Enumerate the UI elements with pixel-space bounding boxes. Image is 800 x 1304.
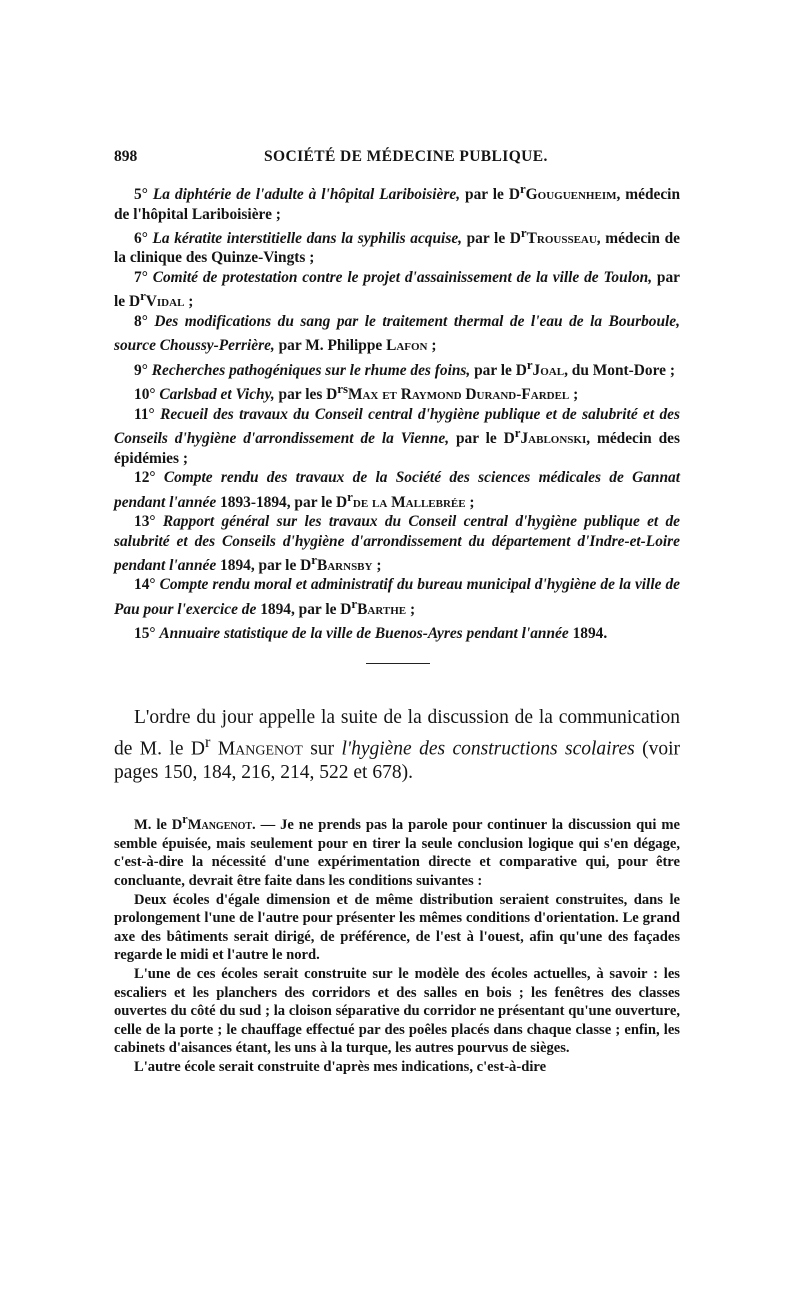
- running-head: SOCIÉTÉ DE MÉDECINE PUBLIQUE.: [264, 148, 548, 165]
- item-sup: r: [514, 426, 521, 441]
- item-title: Recherches pathogéniques sur le rhume des foins,: [151, 361, 471, 379]
- item-number: 5°: [134, 186, 148, 204]
- item-tail: , médecin de la clinique des Quinze-Vingts ;: [114, 230, 680, 267]
- item-tail: , du Mont-Dore ;: [564, 361, 675, 379]
- item-by: par le D: [460, 186, 520, 204]
- item-by: par les D: [274, 386, 338, 404]
- item-by: par le D: [449, 430, 515, 448]
- list-item: [114, 268, 680, 312]
- item-author: Jablonski: [520, 430, 587, 448]
- item-title: La kératite interstitielle dans la syphilis acquise,: [152, 230, 462, 248]
- item-sup: r: [347, 489, 353, 504]
- book-page: [114, 148, 680, 1077]
- list-item: [114, 468, 680, 512]
- item-title: La diphtérie de l'adulte à l'hôpital Lariboisière,: [152, 186, 461, 204]
- item-author: Joal: [532, 361, 565, 379]
- item-sup: r: [140, 289, 146, 304]
- list-item: [114, 312, 680, 356]
- paragraph: L'une de ces écoles serait construite sur le modèle des écoles actuelles, à savoir : les escaliers et les planchers des corridors et des salles en bois ; les fenêtres des classes ouvertes du côté du sud ; la cloison séparative du corridor ne présentant qu'une ouverture, celle de la porte ; le chauffage effectué par des poêles placés dans chaque classe ; enfin, les cabinets d'aisances étant, les uns à la turque, les autres pourvus de sièges.: [114, 966, 680, 1057]
- list-item: [114, 224, 680, 268]
- item-sup: r: [526, 357, 533, 372]
- item-title: Annuaire statistique de la ville de Buenos-Ayres pendant l'année: [159, 625, 569, 643]
- item-number: 15°: [134, 625, 156, 643]
- list-item: [114, 619, 680, 644]
- item-number: 11°: [134, 405, 155, 423]
- discussion-text: [114, 810, 680, 1076]
- item-number: 8°: [134, 312, 148, 330]
- item-number: 10°: [134, 386, 156, 404]
- list-item: [114, 180, 680, 224]
- author-name: Mangenot: [217, 738, 303, 760]
- item-author: de la Mallebrée: [352, 493, 466, 511]
- item-by: 1894, par le D: [216, 557, 312, 575]
- item-title: Compte rendu des travaux de la Société des sciences médicales de Gannat pendant l'année: [114, 469, 680, 511]
- item-number: 7°: [134, 268, 148, 286]
- agenda-text: L'ordre du jour appelle la suite de la discussion de la communication de M. le $D^r$ Mangenot sur l'hygiène des constructions scolaires (voir pages 150, 184, 216, 214, 522 et 678).: [114, 706, 680, 784]
- list-item: [114, 380, 680, 405]
- item-author: Lafon: [386, 337, 428, 355]
- paragraph: Deux écoles d'égale dimension et de même distribution seraient construites, dans le prolongement l'une de l'autre pour présenter les mêmes conditions d'orientation. Le grand axe des bâtiments serait dirigé, de préférence, de l'est à l'ouest, afin qu'une des façades regarde le midi et l'autre le nord.: [114, 891, 680, 964]
- item-title: Rapport général sur les travaux du Conseil central d'hygiène publique et de salubrité et des Conseils d'hygiène d'arrondissement du département d'Indre-et-Loire pendant l'année: [114, 513, 680, 575]
- list-item: [114, 575, 680, 619]
- agenda-paragraph: [114, 706, 680, 786]
- item-by: 1894, par le D: [256, 600, 352, 618]
- paragraph: M. le $D^rMangenot$. — Je ne prends pas la parole pour continuer la discussion qui me semble épuisée, mais seulement pour en tirer la seule conclusion logique qui s'en dégage, c'est-à-dire la nécessité d'une expérimentation directe et comparative qui, pour être concluante, devrait être faite dans les conditions suivantes :: [114, 812, 680, 890]
- item-tail: ;: [184, 293, 194, 311]
- item-by: par le D: [470, 361, 527, 379]
- item-number: 6°: [134, 230, 148, 248]
- item-sup: rs: [337, 382, 348, 397]
- item-author: Vidal: [145, 293, 185, 311]
- item-title: Compte rendu moral et administratif du bureau municipal d'hygiène de la ville de Pau pour l'exercice de: [114, 576, 681, 618]
- section-divider: [366, 663, 430, 664]
- item-by: 1894.: [568, 625, 608, 643]
- page-number: 898: [114, 148, 138, 165]
- item-author: Barnsby: [316, 557, 373, 575]
- communications-list: [114, 180, 680, 644]
- item-title: Des modifications du sang par le traitement thermal de l'eau de la Bourboule, source Choussy-Perrière,: [114, 312, 680, 355]
- paragraph: L'autre école serait construite d'après mes indications, c'est-à-dire: [134, 1058, 547, 1075]
- item-tail: ;: [465, 493, 475, 511]
- item-title: Comité de protestation contre le projet d'assainissement de la ville de Toulon,: [152, 268, 653, 286]
- item-author: Gouguenheim: [525, 186, 617, 204]
- item-author: Barthe: [357, 600, 407, 618]
- item-tail: , médecin des épidémies ;: [114, 430, 680, 467]
- item-sup: r: [311, 552, 317, 567]
- item-by: par le D: [462, 230, 521, 248]
- item-author: Trousseau: [526, 230, 597, 248]
- item-sup: r: [351, 596, 358, 611]
- item-by: 1893-1894, par le D: [216, 493, 348, 511]
- list-item: [114, 512, 680, 575]
- item-number: 9°: [134, 361, 148, 379]
- item-number: 12°: [134, 469, 156, 487]
- item-tail: ;: [569, 386, 579, 404]
- item-sup: r: [520, 225, 527, 240]
- item-by: par M. Philippe: [274, 337, 387, 355]
- item-number: 13°: [134, 513, 156, 531]
- speaker-name: Mangenot: [187, 817, 253, 834]
- item-number: 14°: [134, 576, 156, 594]
- item-title: Recueil des travaux du Conseil central d'hygiène publique et de salubrité et des Conseils d'hygiène d'arrondissement de la Vienne,: [114, 405, 680, 448]
- communication-title: l'hygiène des constructions scolaires: [341, 738, 635, 760]
- page-header: [114, 148, 680, 174]
- item-tail: ;: [372, 557, 382, 575]
- item-by: par le D: [114, 268, 680, 311]
- item-author: Max et Raymond Durand-Fardel: [347, 386, 570, 404]
- list-item: [114, 405, 680, 468]
- item-tail: , médecin de l'hôpital Lariboisière ;: [114, 186, 681, 223]
- item-sup: r: [519, 182, 526, 196]
- item-title: Carlsbad et Vichy,: [159, 386, 275, 404]
- list-item: [114, 356, 680, 381]
- item-tail: ;: [406, 600, 416, 618]
- item-tail: ;: [427, 337, 437, 355]
